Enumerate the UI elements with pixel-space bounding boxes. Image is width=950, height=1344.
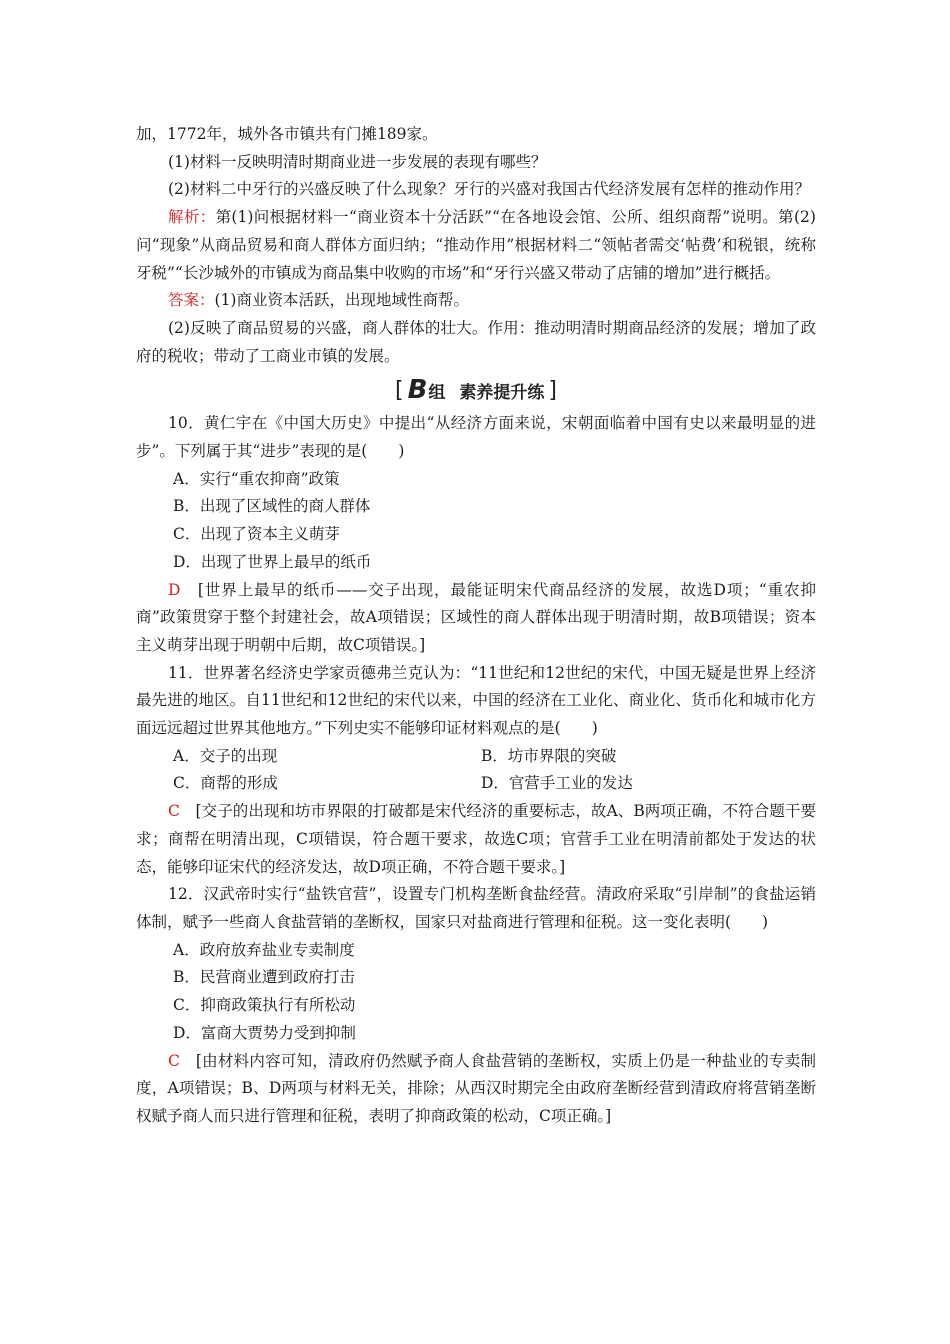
q12-explanation bbox=[136, 1048, 816, 1131]
section-title: 素养提升练 bbox=[459, 382, 545, 403]
q10-answer: D bbox=[168, 580, 181, 599]
q9-continuation: 加，1772年，城外各市镇共有门摊189家。 bbox=[136, 125, 438, 143]
q10-option-d: D．出现了世界上最早的纸币 bbox=[173, 552, 372, 571]
q11-options-row-1 bbox=[136, 743, 816, 771]
q10-option-c: C．出现了资本主义萌芽 bbox=[173, 525, 340, 544]
q12-option-c: C．抑商政策执行有所松动 bbox=[173, 996, 356, 1015]
q11-option-d: D．官营手工业的发达 bbox=[481, 774, 633, 793]
q12-option-b: B．民营商业遭到政府打击 bbox=[173, 968, 355, 987]
analysis-text: 第(1)问根据材料一“商业资本十分活跃”“在各地设会馆、公所、组织商帮”说明。第(2)问“现象”从商品贸易和商人群体方面归纳；“推动作用”根据材料二“领帖者需交‘帖费’和税银，统称牙税”“长沙城外的市镇成为商品集中收购的市场”和“牙行兴盛又带动了店铺的增加”进行概括。 bbox=[136, 208, 816, 282]
q11-option-c: C．商帮的形成 bbox=[173, 774, 278, 793]
q10-stem: 10．黄仁宇在《中国大历史》中提出“从经济方面来说，宋朝面临着中国有史以来最明显的进步”。下列属于其“进步”表现的是( ) bbox=[136, 414, 816, 461]
section-bracket-close: ] bbox=[548, 377, 557, 403]
q11-option-b: B．坊市界限的突破 bbox=[481, 746, 617, 765]
q9-analysis bbox=[136, 204, 816, 287]
q12-explanation-text: [由材料内容可知，清政府仍然赋予商人食盐营销的垄断权，实质上仍是一种盐业的专卖制度，A项错误；B、D两项与材料无关，排除；从西汉时期完全由政府垄断经营到清政府将营销垄断权赋予商人而只进行管理和征税，表明了抑商政策的松动，C项正确。] bbox=[136, 1051, 816, 1125]
analysis-label: 解析： bbox=[168, 208, 216, 227]
q10-explanation bbox=[136, 577, 816, 660]
answer-text-1: (1)商业资本活跃，出现地域性商帮。 bbox=[214, 291, 469, 310]
section-heading bbox=[136, 372, 816, 408]
q11-stem: 11．世界著名经济史学家贡德弗兰克认为：“11世纪和12世纪的宋代，中国无疑是世界上经济最先进的地区。自11世纪和12世纪的宋代以来，中国的经济在工业化、商业化、货币化和城市化方面远远超过世界其他地方。”下列史实不能够印证材料观点的是( ) bbox=[136, 663, 816, 738]
q9-subquestion-2: (2)材料二中牙行的兴盛反映了什么现象？牙行的兴盛对我国古代经济发展有怎样的推动作用？ bbox=[168, 180, 810, 199]
q9-subquestion-1: (1)材料一反映明清时期商业进一步发展的表现有哪些？ bbox=[168, 152, 547, 171]
q12-option-a: A．政府放弃盐业专卖制度 bbox=[173, 940, 355, 959]
q9-answer-2: (2)反映了商品贸易的兴盛，商人群体的壮大。作用：推动明清时期商品经济的发展；增加了政府的税收；带动了工商业市镇的发展。 bbox=[136, 318, 816, 365]
q10-option-a: A．实行“重农抑商”政策 bbox=[173, 469, 340, 488]
q9-answer-1 bbox=[136, 287, 816, 315]
q11-options-row-2 bbox=[136, 770, 816, 798]
section-group: 组 bbox=[428, 382, 446, 403]
section-letter: B bbox=[407, 375, 427, 406]
q12-option-d: D．富商大贾势力受到抑制 bbox=[173, 1023, 356, 1042]
q11-explanation bbox=[136, 798, 816, 881]
document-content bbox=[136, 121, 816, 1131]
answer-label: 答案： bbox=[168, 291, 215, 310]
section-bracket-open: [ bbox=[394, 377, 404, 403]
q11-explanation-text: [交子的出现和坊市界限的打破都是宋代经济的重要标志，故A、B两项正确，不符合题干要求；商帮在明清出现，C项错误，符合题干要求，故选C项；官营手工业在明清前都处于发达的状态，能够印证宋代的经济发达，故D项正确，不符合题干要求。] bbox=[136, 802, 816, 876]
q12-answer: C bbox=[168, 1051, 180, 1070]
q10-option-b: B．出现了区域性的商人群体 bbox=[173, 497, 371, 516]
q10-explanation-text: [世界上最早的纸币——交子出现，最能证明宋代商品经济的发展，故选D项；“重农抑商”政策贯穿于整个封建社会，故A项错误；区域性的商人群体出现于明清时期，故B项错误；资本主义萌芽出现于明朝中后期，故C项错误。] bbox=[136, 580, 816, 654]
q11-option-a: A．交子的出现 bbox=[173, 746, 278, 765]
q11-answer: C bbox=[168, 802, 180, 821]
q12-stem: 12．汉武帝时实行“盐铁官营”，设置专门机构垄断食盐经营。清政府采取“引岸制”的食盐运销体制，赋予一些商人食盐营销的垄断权，国家只对盐商进行管理和征税。这一变化表明( ) bbox=[136, 885, 816, 931]
